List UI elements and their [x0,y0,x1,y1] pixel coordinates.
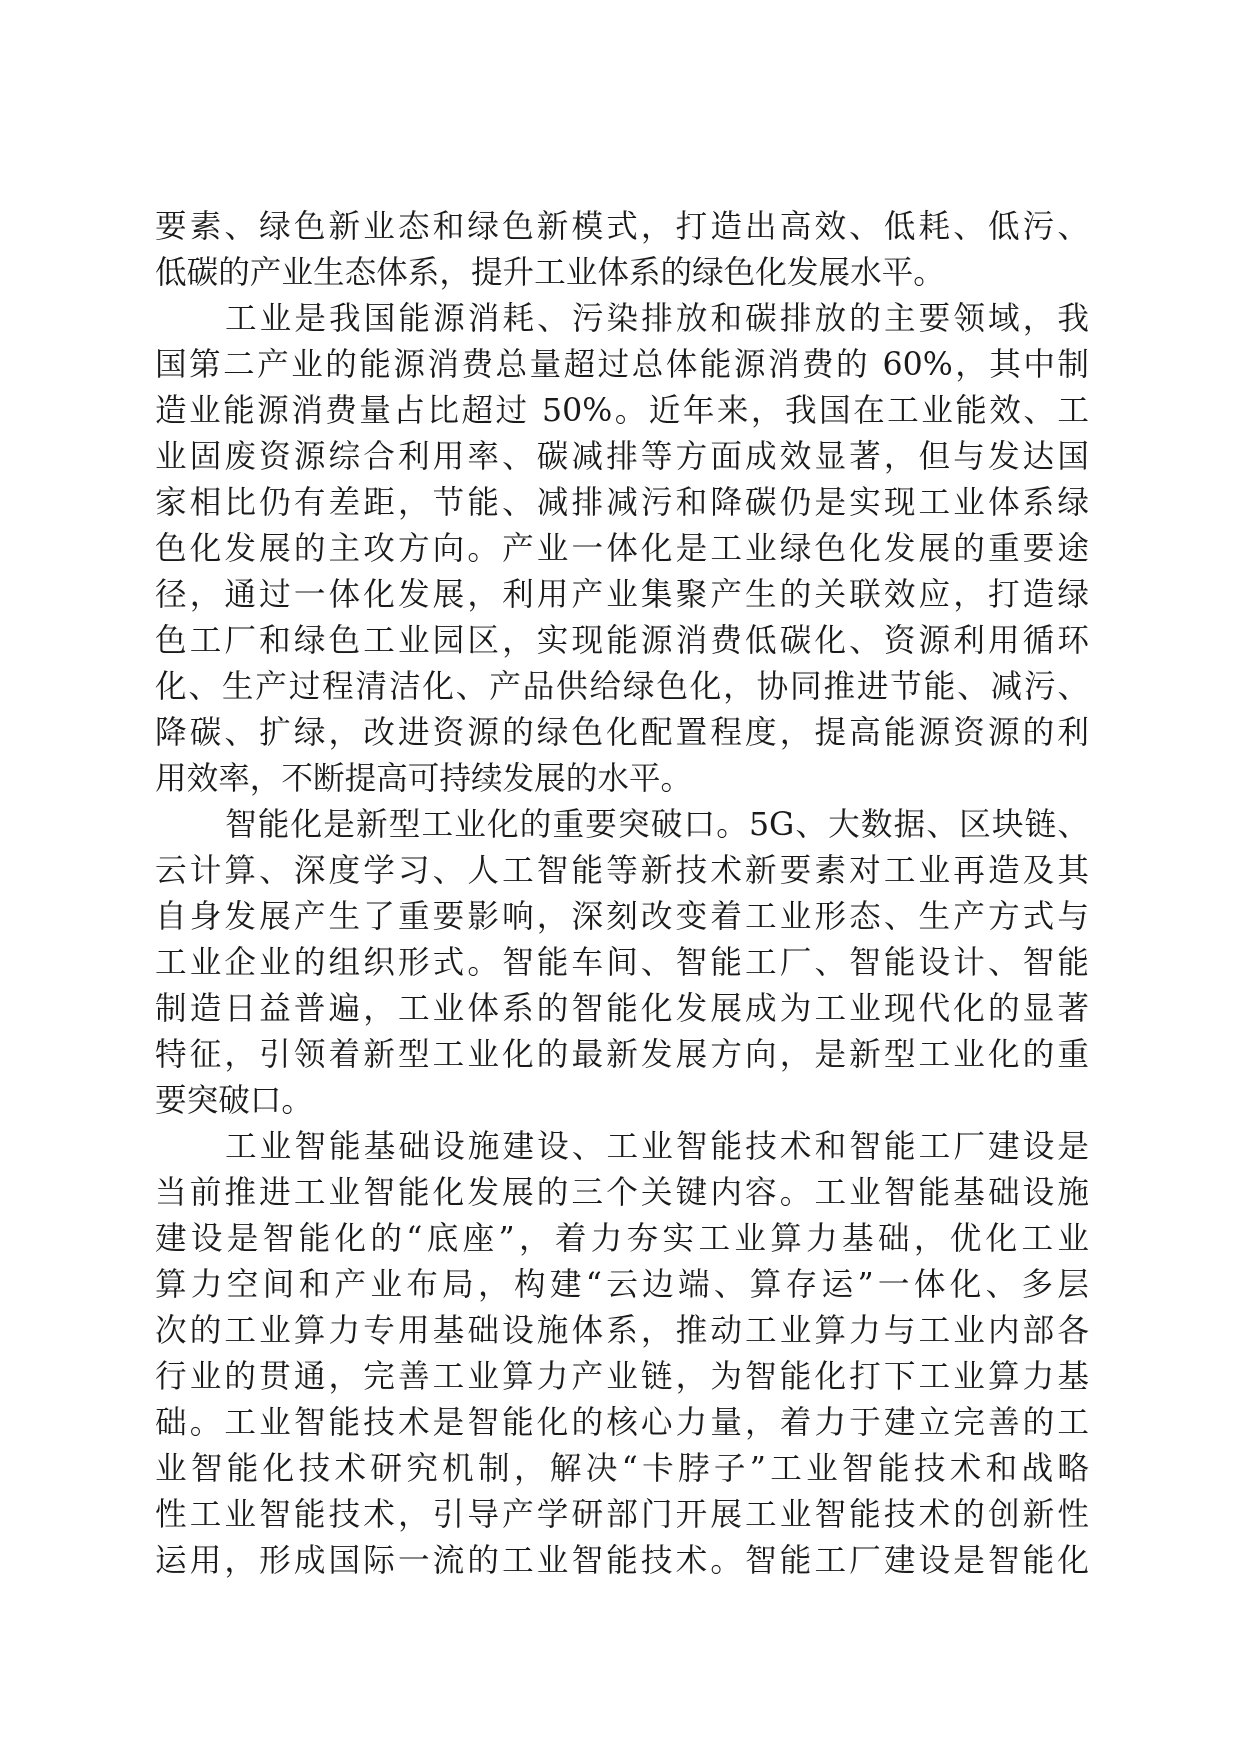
text-line: 当前推进工业智能化发展的三个关键内容。工业智能基础设施 [155,1175,1089,1211]
text-line: 制造日益普遍，工业体系的智能化发展成为工业现代化的显著 [155,991,1089,1027]
text-line: 工业智能基础设施建设、工业智能技术和智能工厂建设是 [225,1129,1089,1165]
text-line: 础。工业智能技术是智能化的核心力量，着力于建立完善的工 [155,1405,1089,1441]
text-line: 要突破口。 [155,1083,313,1119]
text-line: 行业的贯通，完善工业算力产业链，为智能化打下工业算力基 [155,1359,1089,1395]
text-line: 自身发展产生了重要影响，深刻改变着工业形态、生产方式与 [155,899,1089,935]
text-line: 次的工业算力专用基础设施体系，推动工业算力与工业内部各 [155,1313,1089,1349]
paragraph [155,296,1089,802]
text-line: 运用，形成国际一流的工业智能技术。智能工厂建设是智能化 [155,1543,1089,1579]
paragraph [155,1124,1089,1584]
text-line: 建设是智能化的“底座”，着力夯实工业算力基础，优化工业 [155,1221,1089,1257]
text-line: 云计算、深度学习、人工智能等新技术新要素对工业再造及其 [155,853,1089,889]
text-line: 要素、绿色新业态和绿色新模式，打造出高效、低耗、低污、 [155,209,1089,245]
text-line: 用效率，不断提高可持续发展的水平。 [155,761,693,797]
text-line: 业智能化技术研究机制，解决“卡脖子”工业智能技术和战略 [155,1451,1089,1487]
text-line: 工业企业的组织形式。智能车间、智能工厂、智能设计、智能 [155,945,1089,981]
text-line: 国第二产业的能源消费总量超过总体能源消费的 60%，其中制 [155,347,1089,383]
text-line: 化、生产过程清洁化、产品供给绿色化，协同推进节能、减污、 [155,669,1089,705]
paragraph [155,204,1089,296]
text-line: 家相比仍有差距，节能、减排减污和降碳仍是实现工业体系绿 [155,485,1089,521]
text-line: 特征，引领着新型工业化的最新发展方向，是新型工业化的重 [155,1037,1089,1073]
document-body [155,204,1089,1584]
text-line: 智能化是新型工业化的重要突破口。5G、大数据、区块链、 [225,807,1089,843]
text-line: 性工业智能技术，引导产学研部门开展工业智能技术的创新性 [155,1497,1089,1533]
text-line: 工业是我国能源消耗、污染排放和碳排放的主要领域，我 [225,301,1089,337]
text-line: 算力空间和产业布局，构建“云边端、算存运”一体化、多层 [155,1267,1089,1303]
paragraph [155,802,1089,1124]
text-line: 低碳的产业生态体系，提升工业体系的绿色化发展水平。 [155,255,945,291]
text-line: 业固废资源综合利用率、碳减排等方面成效显著，但与发达国 [155,439,1089,475]
text-line: 降碳、扩绿，改进资源的绿色化配置程度，提高能源资源的利 [155,715,1089,751]
text-line: 造业能源消费量占比超过 50%。近年来，我国在工业能效、工 [155,393,1089,429]
text-line: 径，通过一体化发展，利用产业集聚产生的关联效应，打造绿 [155,577,1089,613]
text-line: 色化发展的主攻方向。产业一体化是工业绿色化发展的重要途 [155,531,1089,567]
text-line: 色工厂和绿色工业园区，实现能源消费低碳化、资源利用循环 [155,623,1089,659]
